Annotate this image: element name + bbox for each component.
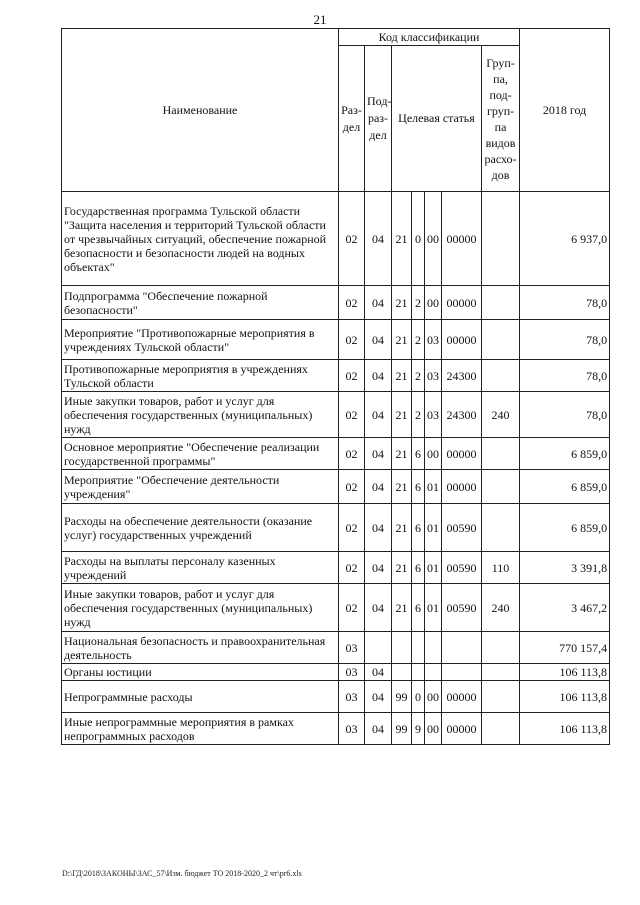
cell-amount-2018: 78,0 (520, 320, 610, 360)
cell-target-direction: 00000 (442, 470, 482, 504)
cell-podrazdel: 04 (365, 392, 392, 438)
cell-razdel: 02 (339, 320, 365, 360)
cell-target-subprogram: 9 (412, 713, 425, 745)
cell-target-event: 00 (425, 192, 442, 286)
cell-amount-2018: 106 113,8 (520, 713, 610, 745)
cell-target-program: 21 (392, 360, 412, 392)
cell-target-subprogram: 6 (412, 438, 425, 470)
cell-name: Иные закупки товаров, работ и услуг для обеспечения государственных (муниципальных) нужд (62, 584, 339, 632)
cell-podrazdel: 04 (365, 286, 392, 320)
cell-target-subprogram: 6 (412, 584, 425, 632)
header-classification: Код классификации (339, 29, 520, 46)
cell-amount-2018: 106 113,8 (520, 664, 610, 681)
cell-target-subprogram: 0 (412, 681, 425, 713)
table-row (62, 360, 610, 392)
cell-expense-type (482, 504, 520, 552)
cell-podrazdel (365, 632, 392, 664)
cell-target-direction: 00590 (442, 504, 482, 552)
cell-expense-type: 110 (482, 552, 520, 584)
header-year: 2018 год (520, 29, 610, 192)
header-razdel: Раз- дел (339, 46, 365, 192)
cell-amount-2018: 6 859,0 (520, 438, 610, 470)
cell-amount-2018: 78,0 (520, 392, 610, 438)
cell-expense-type (482, 286, 520, 320)
cell-name: Государственная программа Тульской области "Защита населения и территорий Тульской области от чрезвычайных ситуаций, обеспечение пожарной безопасности и безопасности людей на водных объектах" (62, 192, 339, 286)
table-row (62, 632, 610, 664)
table-row (62, 552, 610, 584)
cell-podrazdel: 04 (365, 713, 392, 745)
cell-target-event: 03 (425, 392, 442, 438)
cell-expense-type (482, 360, 520, 392)
table-row (62, 584, 610, 632)
table-row (62, 664, 610, 681)
table-row (62, 713, 610, 745)
cell-target-subprogram: 2 (412, 392, 425, 438)
cell-expense-type (482, 713, 520, 745)
table-row (62, 392, 610, 438)
cell-name: Мероприятие "Противопожарные мероприятия в учреждениях Тульской области" (62, 320, 339, 360)
cell-podrazdel: 04 (365, 320, 392, 360)
footer-file-path: D:\ГД\2018\ЗАКОНЫ\ЗАС_57\Изм. бюджет ТО 2018-2020_2 чт\pr6.xls (62, 869, 302, 878)
cell-target-program: 21 (392, 584, 412, 632)
cell-target-subprogram: 2 (412, 320, 425, 360)
cell-amount-2018: 6 859,0 (520, 470, 610, 504)
cell-target-program: 21 (392, 552, 412, 584)
table-row (62, 286, 610, 320)
cell-name: Иные закупки товаров, работ и услуг для обеспечения государственных (муниципальных) нужд (62, 392, 339, 438)
cell-podrazdel: 04 (365, 552, 392, 584)
cell-target-program: 21 (392, 286, 412, 320)
header-target-article: Целевая статья (392, 46, 482, 192)
cell-razdel: 02 (339, 438, 365, 470)
cell-razdel: 02 (339, 552, 365, 584)
cell-name: Подпрограмма "Обеспечение пожарной безопасности" (62, 286, 339, 320)
cell-amount-2018: 78,0 (520, 360, 610, 392)
cell-target-event: 01 (425, 552, 442, 584)
cell-amount-2018: 6 859,0 (520, 504, 610, 552)
cell-razdel: 02 (339, 470, 365, 504)
cell-target-event (425, 664, 442, 681)
cell-target-event: 01 (425, 584, 442, 632)
cell-target-direction: 24300 (442, 360, 482, 392)
cell-target-subprogram (412, 664, 425, 681)
cell-target-event: 00 (425, 713, 442, 745)
cell-target-program: 21 (392, 470, 412, 504)
table-row (62, 438, 610, 470)
cell-expense-type (482, 320, 520, 360)
cell-expense-type (482, 438, 520, 470)
header-name: Наименование (62, 29, 339, 192)
cell-expense-type (482, 632, 520, 664)
cell-razdel: 02 (339, 504, 365, 552)
cell-target-program: 99 (392, 713, 412, 745)
cell-expense-type (482, 470, 520, 504)
cell-amount-2018: 106 113,8 (520, 681, 610, 713)
cell-razdel: 02 (339, 286, 365, 320)
cell-target-direction: 00000 (442, 713, 482, 745)
cell-razdel: 03 (339, 664, 365, 681)
cell-name: Мероприятие "Обеспечение деятельности учреждения" (62, 470, 339, 504)
cell-target-event: 00 (425, 286, 442, 320)
header-expense-type: Груп- па, под- груп- па видов расхо- дов (482, 46, 520, 192)
cell-target-subprogram: 0 (412, 192, 425, 286)
cell-target-direction: 00590 (442, 552, 482, 584)
cell-podrazdel: 04 (365, 681, 392, 713)
cell-amount-2018: 3 467,2 (520, 584, 610, 632)
cell-target-direction: 00000 (442, 320, 482, 360)
cell-target-direction: 24300 (442, 392, 482, 438)
cell-name: Иные непрограммные мероприятия в рамках непрограммных расходов (62, 713, 339, 745)
cell-razdel: 02 (339, 392, 365, 438)
cell-podrazdel: 04 (365, 664, 392, 681)
cell-target-subprogram: 6 (412, 470, 425, 504)
table-row (62, 470, 610, 504)
cell-name: Непрограммные расходы (62, 681, 339, 713)
cell-target-direction: 00000 (442, 192, 482, 286)
cell-name: Расходы на выплаты персоналу казенных учреждений (62, 552, 339, 584)
table-row (62, 192, 610, 286)
cell-expense-type (482, 192, 520, 286)
cell-amount-2018: 770 157,4 (520, 632, 610, 664)
cell-name: Основное мероприятие "Обеспечение реализации государственной программы" (62, 438, 339, 470)
cell-target-direction (442, 632, 482, 664)
cell-target-event: 00 (425, 681, 442, 713)
cell-expense-type: 240 (482, 584, 520, 632)
cell-razdel: 03 (339, 632, 365, 664)
cell-target-program: 21 (392, 504, 412, 552)
cell-target-program (392, 632, 412, 664)
cell-amount-2018: 6 937,0 (520, 192, 610, 286)
cell-razdel: 03 (339, 713, 365, 745)
table-row (62, 320, 610, 360)
cell-amount-2018: 78,0 (520, 286, 610, 320)
cell-name: Расходы на обеспечение деятельности (оказание услуг) государственных учреждений (62, 504, 339, 552)
cell-target-program: 21 (392, 438, 412, 470)
cell-target-subprogram: 6 (412, 504, 425, 552)
cell-target-direction: 00000 (442, 681, 482, 713)
cell-target-event: 03 (425, 360, 442, 392)
cell-target-subprogram (412, 632, 425, 664)
cell-target-program (392, 664, 412, 681)
table-row (62, 504, 610, 552)
cell-name: Национальная безопасность и правоохранительная деятельность (62, 632, 339, 664)
page-number: 21 (313, 12, 327, 27)
cell-target-direction: 00000 (442, 438, 482, 470)
cell-podrazdel: 04 (365, 470, 392, 504)
cell-razdel: 02 (339, 192, 365, 286)
cell-target-event: 03 (425, 320, 442, 360)
header-podrazdel: Под- раз- дел (365, 46, 392, 192)
cell-podrazdel: 04 (365, 584, 392, 632)
cell-razdel: 03 (339, 681, 365, 713)
cell-podrazdel: 04 (365, 504, 392, 552)
cell-name: Противопожарные мероприятия в учреждениях Тульской области (62, 360, 339, 392)
cell-expense-type (482, 681, 520, 713)
cell-target-subprogram: 2 (412, 286, 425, 320)
cell-target-subprogram: 6 (412, 552, 425, 584)
cell-podrazdel: 04 (365, 438, 392, 470)
cell-target-program: 99 (392, 681, 412, 713)
cell-target-program: 21 (392, 392, 412, 438)
table-body (62, 192, 610, 745)
cell-target-event (425, 632, 442, 664)
budget-table (61, 28, 610, 745)
cell-target-program: 21 (392, 320, 412, 360)
cell-target-program: 21 (392, 192, 412, 286)
cell-razdel: 02 (339, 584, 365, 632)
cell-target-direction: 00590 (442, 584, 482, 632)
cell-target-direction (442, 664, 482, 681)
cell-target-direction: 00000 (442, 286, 482, 320)
cell-podrazdel: 04 (365, 192, 392, 286)
cell-razdel: 02 (339, 360, 365, 392)
cell-podrazdel: 04 (365, 360, 392, 392)
table-row (62, 681, 610, 713)
cell-target-event: 00 (425, 438, 442, 470)
cell-target-subprogram: 2 (412, 360, 425, 392)
cell-name: Органы юстиции (62, 664, 339, 681)
cell-target-event: 01 (425, 470, 442, 504)
cell-expense-type: 240 (482, 392, 520, 438)
cell-amount-2018: 3 391,8 (520, 552, 610, 584)
cell-target-event: 01 (425, 504, 442, 552)
cell-expense-type (482, 664, 520, 681)
